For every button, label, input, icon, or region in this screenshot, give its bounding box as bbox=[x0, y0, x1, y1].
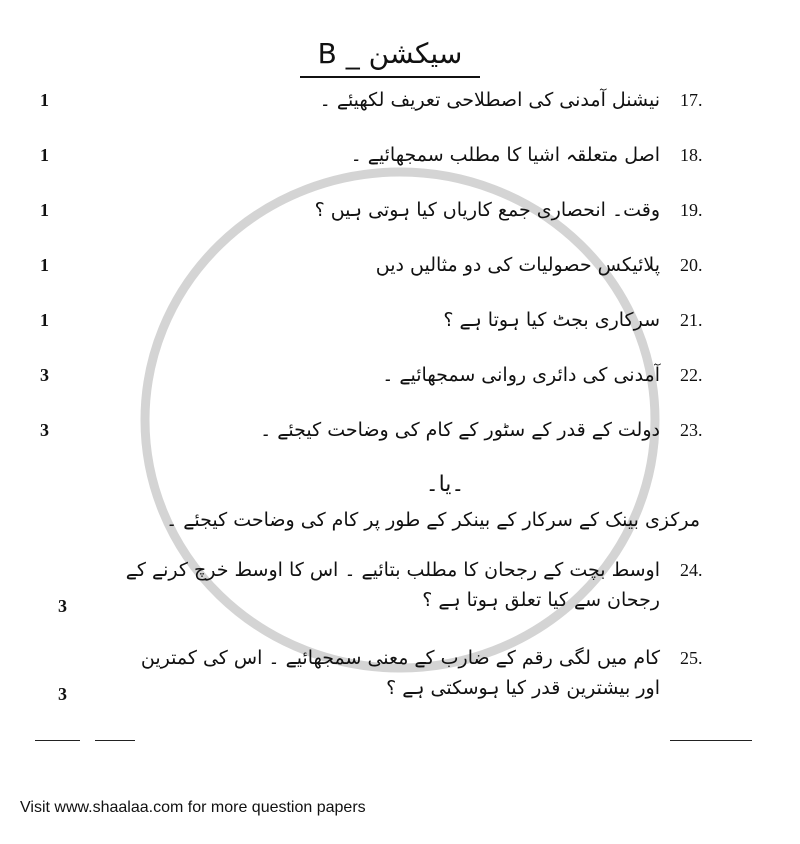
question-number: 25. bbox=[680, 648, 703, 668]
question-20 bbox=[30, 250, 740, 305]
footer-text: Visit www.shaalaa.com for more question papers bbox=[20, 799, 366, 816]
question-marks: 1 bbox=[40, 200, 49, 220]
question-21 bbox=[30, 305, 740, 360]
question-25 bbox=[30, 643, 740, 731]
question-number: 23. bbox=[680, 420, 703, 440]
divider bbox=[95, 740, 135, 741]
question-number: 24. bbox=[680, 560, 703, 580]
question-text: دولت کے قدر کے سٹور کے کام کی وضاحت کیجئے ۔ bbox=[260, 419, 660, 441]
question-18 bbox=[30, 140, 740, 195]
or-label: ۔یا۔ bbox=[425, 472, 465, 497]
question-marks: 3 bbox=[40, 420, 49, 440]
section-title: سیکشن _ B bbox=[300, 36, 480, 78]
question-marks: 3 bbox=[58, 596, 67, 616]
alternative-question-text: مرکزی بینک کے سرکار کے بینکر کے طور پر کام کی وضاحت کیجئے ۔ bbox=[166, 509, 700, 531]
question-23 bbox=[30, 415, 740, 470]
question-marks: 1 bbox=[40, 90, 49, 110]
question-22 bbox=[30, 360, 740, 415]
question-text: آمدنی کی دائری روانی سمجھائیے ۔ bbox=[382, 364, 660, 386]
question-list bbox=[30, 85, 740, 731]
question-number: 20. bbox=[680, 255, 703, 275]
question-17 bbox=[30, 85, 740, 140]
divider bbox=[670, 740, 752, 741]
question-number: 21. bbox=[680, 310, 703, 330]
question-19 bbox=[30, 195, 740, 250]
question-marks: 3 bbox=[40, 365, 49, 385]
question-text: اوسط بچت کے رجحان کا مطلب بتائیے ۔ اس کا اوسط خرچ کرنے کے رجحان سے کیا تعلق ہوتا ہے ؟ bbox=[125, 559, 660, 611]
question-marks: 3 bbox=[58, 684, 67, 704]
question-text: اصل متعلقہ اشیا کا مطلب سمجھائیے ۔ bbox=[350, 144, 660, 166]
question-number: 19. bbox=[680, 200, 703, 220]
question-number: 17. bbox=[680, 90, 703, 110]
question-number: 22. bbox=[680, 365, 703, 385]
question-text: سرکاری بجٹ کیا ہوتا ہے ؟ bbox=[443, 309, 660, 331]
question-text: نیشنل آمدنی کی اصطلاحی تعریف لکھیئے ۔ bbox=[319, 89, 660, 111]
question-24 bbox=[30, 555, 740, 643]
question-marks: 1 bbox=[40, 310, 49, 330]
question-text: کام میں لگی رقم کے ضارب کے معنی سمجھائیے ۔ اس کی کمترین اور بیشترین قدر کیا ہوسکتی ہے ؟ bbox=[140, 647, 660, 699]
question-text: پلائیکس حصولیات کی دو مثالیں دیں bbox=[375, 254, 660, 276]
or-row bbox=[30, 470, 740, 505]
question-number: 18. bbox=[680, 145, 703, 165]
alternative-question bbox=[30, 505, 740, 555]
question-marks: 1 bbox=[40, 145, 49, 165]
question-text: وقت۔ انحصاری جمع کاریاں کیا ہوتی ہیں ؟ bbox=[314, 199, 660, 221]
question-marks: 1 bbox=[40, 255, 49, 275]
divider bbox=[35, 740, 80, 741]
